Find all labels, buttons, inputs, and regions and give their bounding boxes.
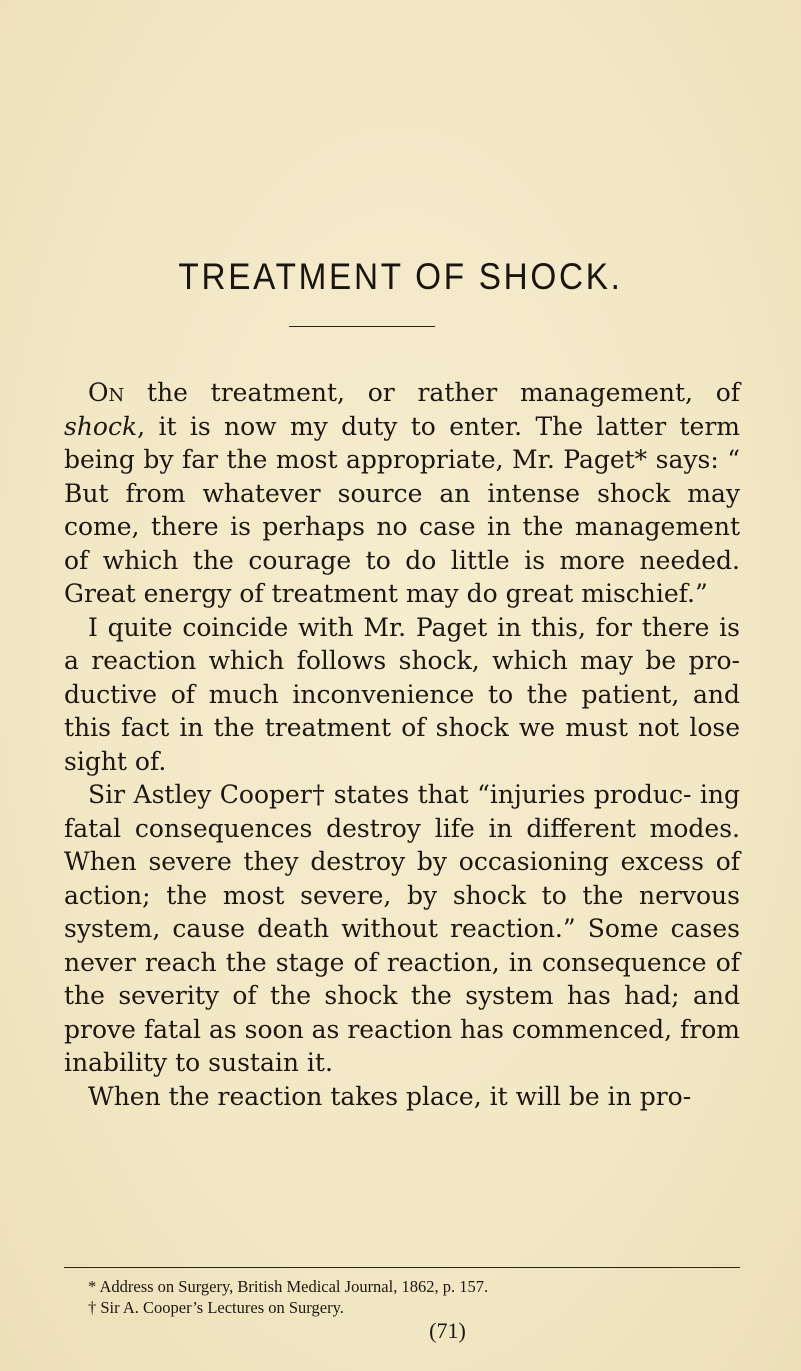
paragraph-1 [64,376,740,611]
body-text [64,376,740,1113]
footnote-1: * Address on Surgery, British Medical Journal, 1862, p. 157. [88,1277,489,1296]
footnotes [88,1276,748,1318]
paragraph-2: I quite coincide with Mr. Paget in this, for there is a reaction which follows shock, which may be pro- ductive of much inconvenience to the patient, and this fact in the treatment of shock we must not lose sight of. [64,612,740,776]
paragraph-1-text-a: the treatment, or rather management, of [124,378,740,407]
opening-word: On [88,378,125,407]
page-number: (71) [429,1318,466,1343]
paragraph-1-text-b: , it is now my duty to enter. The latter term being by far the most appropriate, Mr. Paget* says: “ But from whatever source an intense shock may come, there is perhaps no case in the management of which the courage to do little is more needed. Great energy of treatment may do great mischief.” [64,411,740,608]
title-divider [289,326,435,327]
footnote-divider [64,1267,740,1268]
emphasis-shock: shock [64,411,138,441]
paragraph-4: When the reaction takes place, it will be in pro- [88,1081,692,1111]
paragraph-3: Sir Astley Cooper† states that “injuries produc- ing fatal consequences destroy life in different modes. When severe they destroy by occasioning excess of action; the most severe, by shock to the nervous system, cause death without reaction.” Some cases never reach the stage of reaction, in consequence of the severity of the shock the system has had; and prove fatal as soon as reaction has commenced, from inability to sustain it. [64,780,740,1077]
footnote-2: † Sir A. Cooper’s Lectures on Surgery. [88,1298,344,1317]
chapter-title: TREATMENT OF SHOCK. [178,256,623,297]
